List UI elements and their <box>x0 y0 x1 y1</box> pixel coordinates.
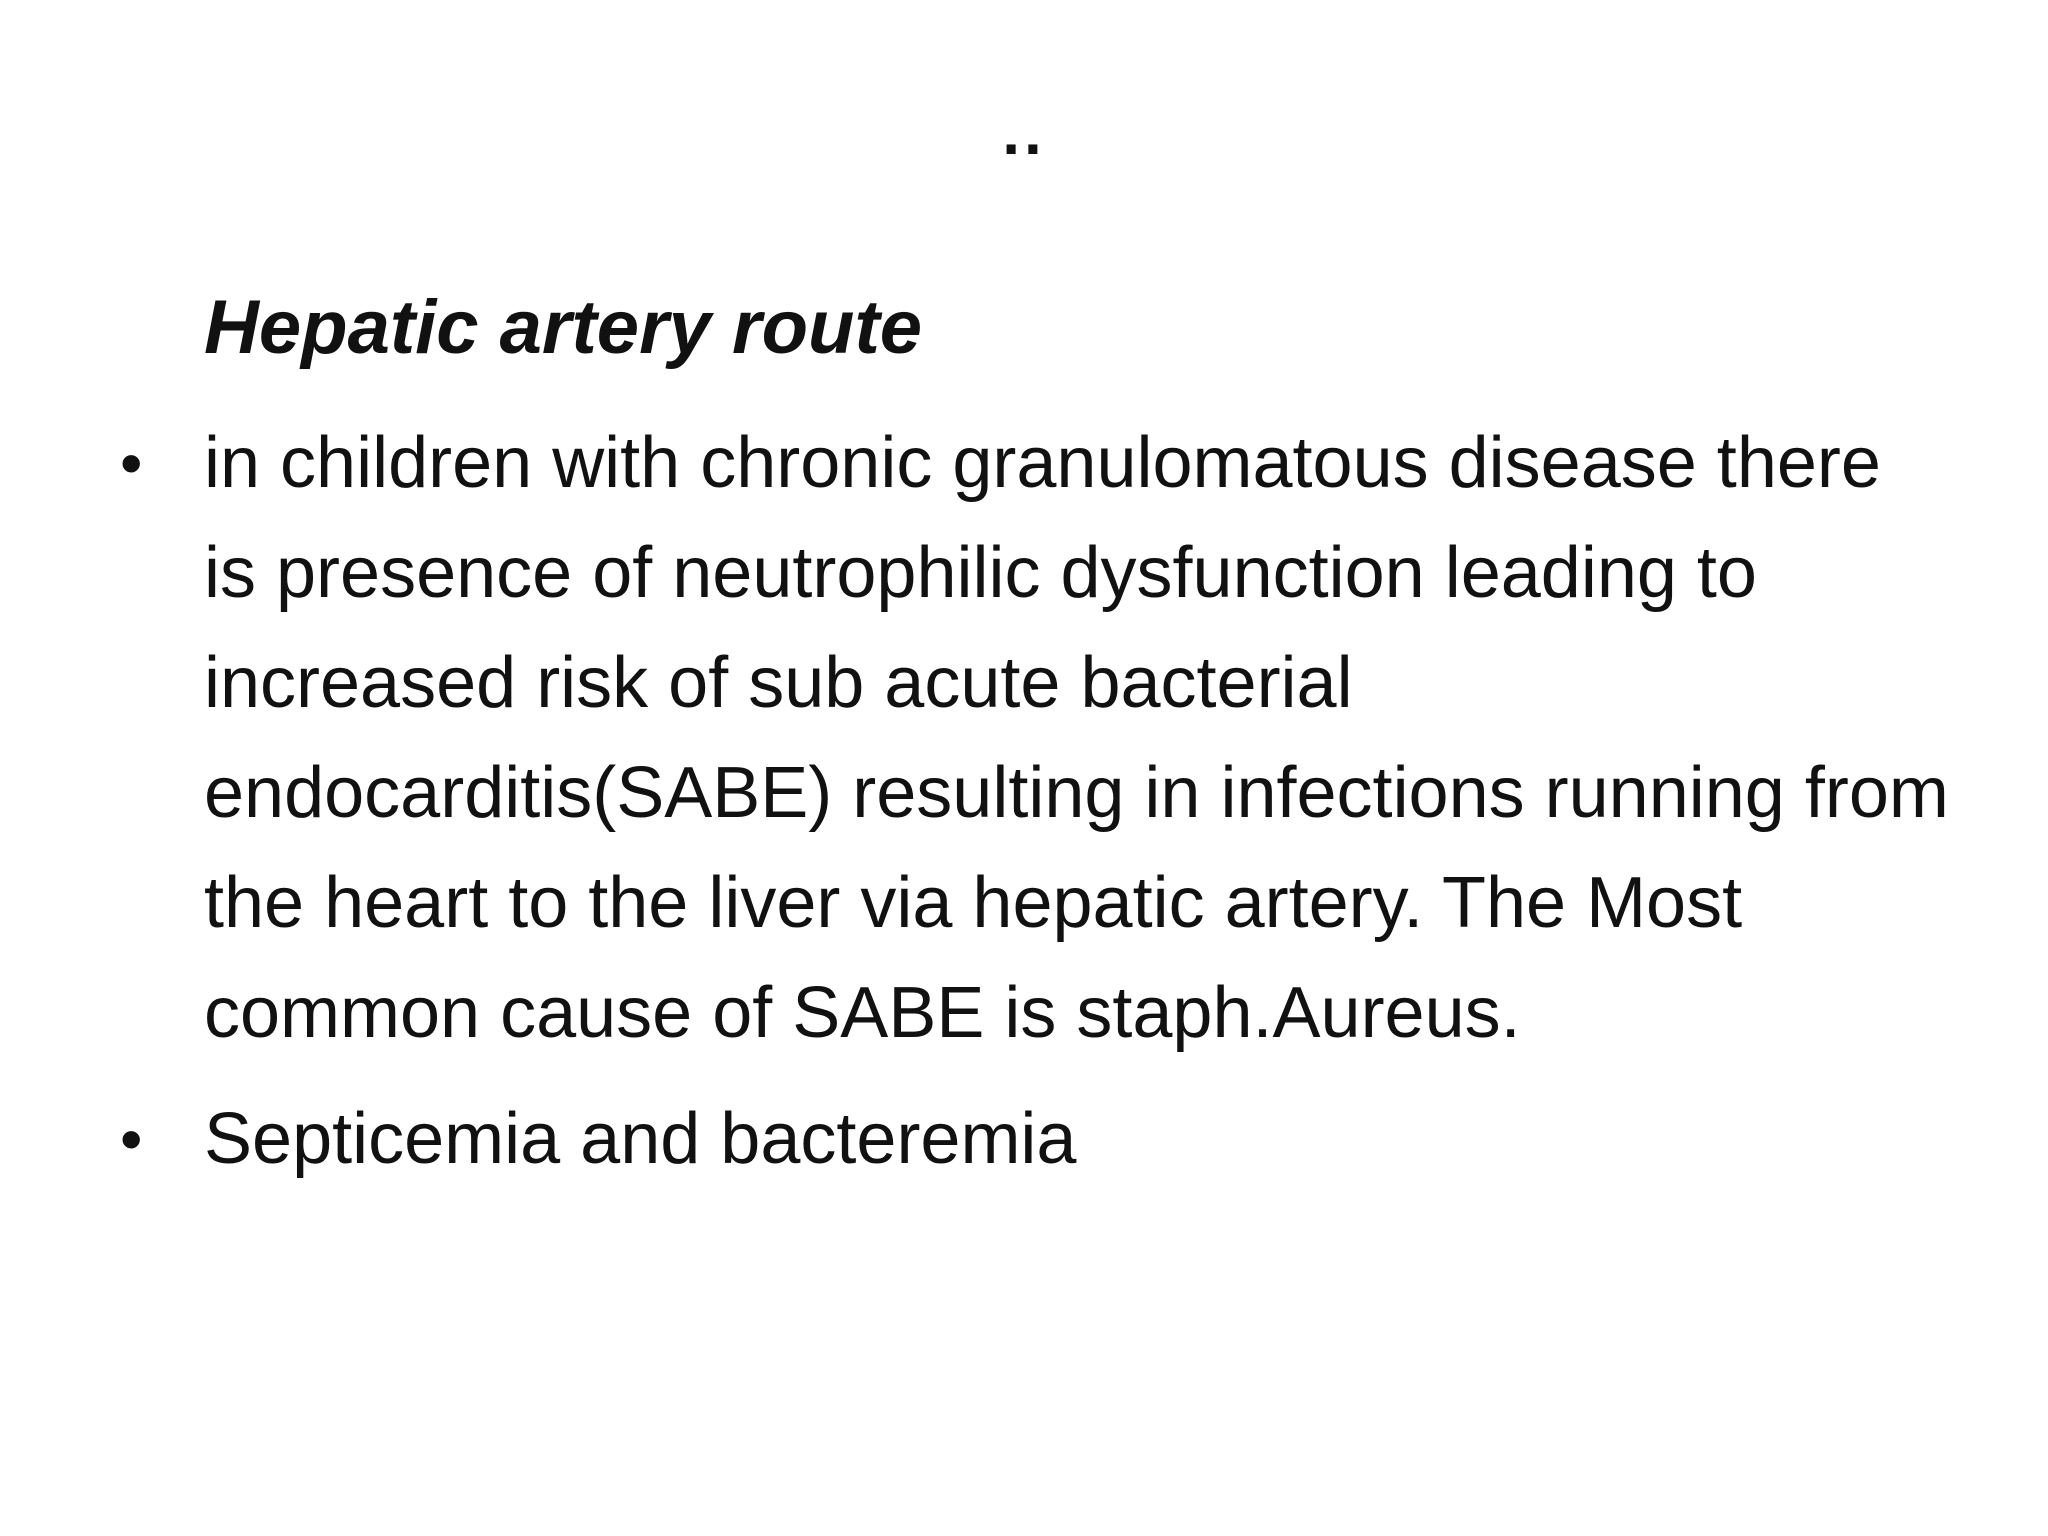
bullet-item-neutrophilic-dysfunction <box>120 408 1950 1068</box>
bullet-icon: • <box>120 427 143 499</box>
bullet-list <box>120 408 1950 1210</box>
section-heading: Hepatic artery route <box>204 285 923 370</box>
bullet-icon: • <box>120 1103 143 1175</box>
bullet-item-septicemia <box>120 1084 1950 1194</box>
bullet-text: Septicemia and bacteremia <box>204 1099 1077 1179</box>
slide-title: .. <box>1002 96 1046 168</box>
bullet-text: in children with chronic granulomatous disease there is presence of neutrophilic dysfunction leading to increased risk of sub acute bacterial endocarditis(SABE) resulting in infections running from the heart to the liver via hepatic artery. The Most common cause of SABE is staph.Aureus. <box>204 423 1949 1053</box>
